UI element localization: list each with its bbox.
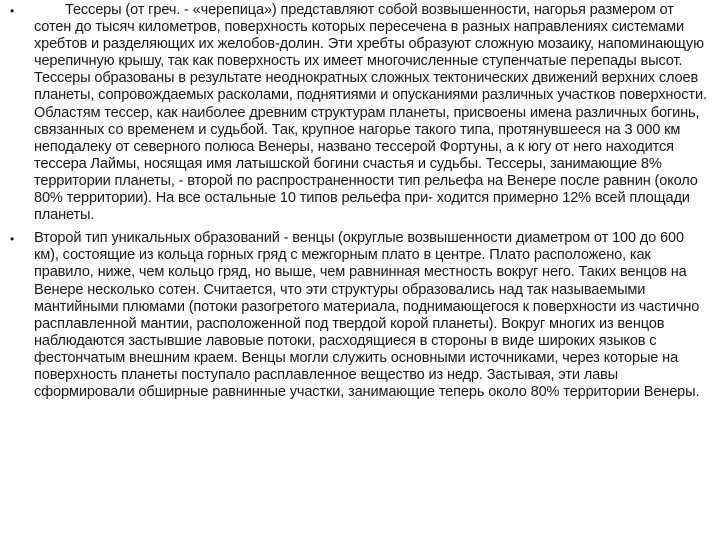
bullet-item-tesserae bbox=[10, 2, 712, 224]
bullet-marker: • bbox=[10, 4, 15, 18]
bullet-item-coronae bbox=[10, 230, 712, 401]
bullet-list bbox=[10, 2, 712, 407]
paragraph-tesserae: Тессеры (от греч. - «черепица») представляют собой возвышенности, нагорья размером от сотен до тысяч километров, поверхность которых пересечена в разных направлениях системами хребтов и разделяющих их желобов-долин. Эти хребты образуют сложную мозаику, напоминающую черепичную крышу, так как поверхность их имеет многочисленные ступенчатые перепады высот. Тессеры образованы в результате неоднократных сложных тектонических движений верхних слоев планеты, сопровождаемых расколами, поднятиями и опусканиями различных участков поверхности. Областям тессер, как наиболее древним структурам планеты, присвоены имена различных богинь, связанных со временем и судьбой. Так, крупное нагорье такого типа, протянувшееся на 3 000 км неподалеку от северного полюса Венеры, названо тессерой Фортуны, а к югу от него находится тессера Лаймы, носящая имя латышской богини счастья и судьбы. Тессеры, занимающие 8% территории планеты, - второй по распространенности тип рельефа на Венере после равнин (около 80% территории). На все остальные 10 типов рельефа при- ходится примерно 12% всей площади планеты. bbox=[34, 2, 707, 224]
paragraph-coronae: Второй тип уникальных образований - венцы (округлые возвышенности диаметром от 100 до 600 км), состоящие из кольца горных гряд с межгорным плато в центре. Плато расположено, как правило, ниже, чем кольцо гряд, но выше, чем равнинная местность вокруг него. Таких венцов на Венере несколько сотен. Считается, что эти структуры образовались над так называемыми мантийными плюмами (потоки разогретого материала, поднимающегося к поверхности из частично расплавленной мантии, расположенной под твердой корой планеты). Вокруг многих из венцов наблюдаются застывшие лавовые потоки, расходящиеся в стороны в виде широких языков с фестончатым внешним краем. Венцы могли служить основными источниками, через которые на поверхность планеты поступало расплавленное вещество из недр. Застывая, эти лавы сформировали обширные равнинные участки, занимающие теперь около 80% территории Венеры. bbox=[34, 230, 700, 401]
bullet-marker: • bbox=[10, 232, 15, 247]
